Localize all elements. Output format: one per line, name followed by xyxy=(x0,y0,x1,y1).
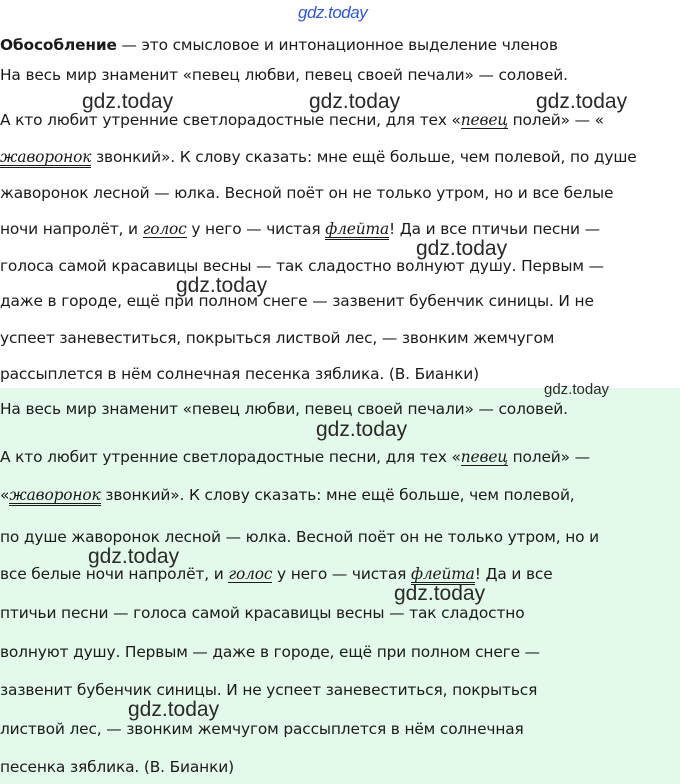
watermark: gdz.today xyxy=(536,90,628,113)
watermark: gdz.today xyxy=(416,237,508,260)
text-fragment: полей» — « xyxy=(507,111,604,129)
definition-text: — это смысловое и интонационное выделение членов xyxy=(116,36,558,54)
underlined-word-subject: голос xyxy=(142,220,187,238)
original-line-6: голоса самой красавицы весны — так сладостно волнуют душу. Первым — xyxy=(0,257,604,275)
watermark: gdz.today xyxy=(88,545,180,568)
underlined-word-subject: певец xyxy=(460,448,508,466)
original-line-4: жаворонок лесной — юлка. Весной поёт он не только утром, но и все белые xyxy=(0,184,614,202)
watermark: gdz.today xyxy=(128,698,220,721)
text-fragment: ! Да и все птичьи песни — xyxy=(389,220,600,238)
text-fragment: ночи напролёт, и xyxy=(0,220,143,238)
answer-line-7: волнуют душу. Первым — даже в городе, ещё при полном снеге — xyxy=(0,643,540,661)
underlined-word-predicate: жаворонок xyxy=(0,148,92,166)
text-fragment: у него — чистая xyxy=(186,220,326,238)
original-line-7: даже в городе, ещё при полном снеге — зазвенит бубенчик синицы. И не xyxy=(0,292,594,310)
answer-line-10: песенка зяблика. (В. Бианки) xyxy=(0,758,234,776)
text-fragment: звонкий». К слову сказать: мне ещё больше, чем полевой, xyxy=(100,486,575,504)
text-fragment: « xyxy=(0,486,10,504)
watermark: gdz.today xyxy=(316,418,408,441)
text-fragment: звонкий». К слову сказать: мне ещё больше, чем полевой, по душе xyxy=(91,148,637,166)
original-line-2 xyxy=(0,110,604,130)
watermark: gdz.today xyxy=(298,3,368,22)
original-line-5 xyxy=(0,219,600,240)
underlined-word-subject: певец xyxy=(460,111,508,129)
definition-term: Обособление xyxy=(0,36,117,54)
original-line-3 xyxy=(0,147,637,168)
watermark: gdz.today xyxy=(544,381,610,398)
text-fragment: А кто любит утренние светлорадостные песни, для тех « xyxy=(0,448,461,466)
watermark: gdz.today xyxy=(176,274,268,297)
watermark: gdz.today xyxy=(82,90,174,113)
underlined-word-predicate: флейта xyxy=(410,565,475,583)
answer-line-8: зазвенит бубенчик синицы. И не успеет заневеститься, покрыться xyxy=(0,681,538,699)
original-line-8: успеет заневеститься, покрыться листвой лес, — звонким жемчугом xyxy=(0,329,555,347)
answer-line-6: птичьи песни — голоса самой красавицы весны — так сладостно xyxy=(0,604,525,622)
text-fragment: ! Да и все xyxy=(474,565,553,583)
answer-line-3 xyxy=(0,485,575,506)
answer-line-2 xyxy=(0,447,590,467)
text-fragment: все белые ночи напролёт, и xyxy=(0,565,229,583)
underlined-word-predicate: флейта xyxy=(325,220,389,238)
text-fragment: полей» — xyxy=(507,448,590,466)
underlined-word-subject: голос xyxy=(228,565,273,583)
watermark: gdz.today xyxy=(394,582,486,605)
answer-line-4: по душе жаворонок лесной — юлка. Весной поёт он не только утром, но и xyxy=(0,528,599,546)
text-fragment: А кто любит утренние светлорадостные песни, для тех « xyxy=(0,111,461,129)
original-line-1: На весь мир знаменит «певец любви, певец своей печали» — соловей. xyxy=(0,66,568,84)
answer-line-9: листвой лес, — звонким жемчугом рассыплется в нём солнечная xyxy=(0,720,524,738)
definition-line xyxy=(0,35,558,55)
underlined-word-predicate: жаворонок xyxy=(9,486,101,504)
answer-line-1: На весь мир знаменит «певец любви, певец своей печали» — соловей. xyxy=(0,400,568,418)
original-line-9: рассыплется в нём солнечная песенка зяблика. (В. Бианки) xyxy=(0,365,479,383)
watermark: gdz.today xyxy=(309,90,401,113)
text-fragment: у него — чистая xyxy=(272,565,411,583)
